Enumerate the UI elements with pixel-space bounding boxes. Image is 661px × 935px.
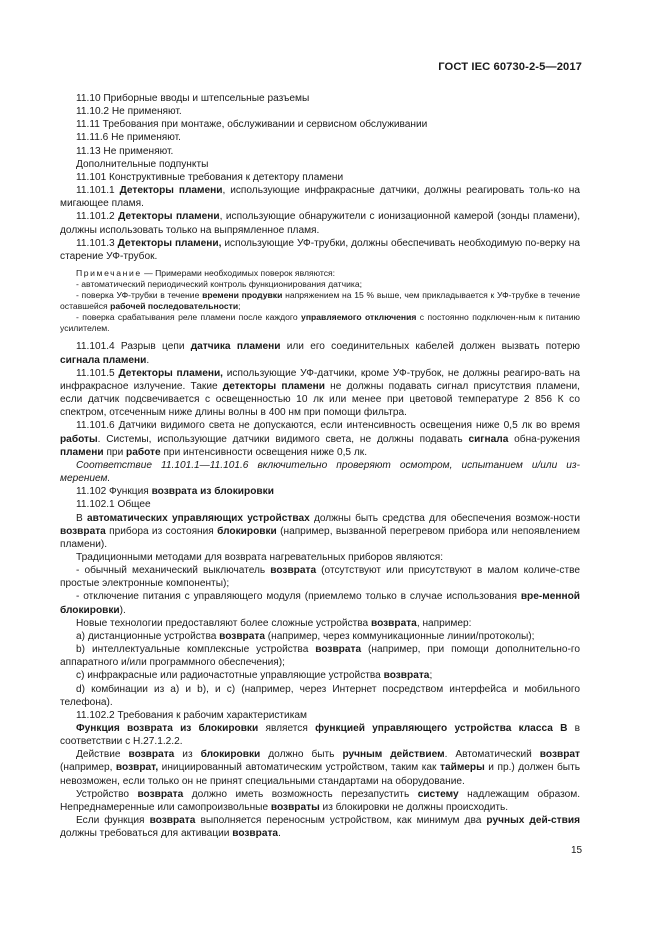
page-number: 15 — [571, 845, 583, 856]
additional-subclauses: Дополнительные подпункты — [76, 158, 209, 170]
clause-11-11-6: 11.11.6 Не применяют. — [76, 132, 181, 144]
clause-11-13: 11.13 Не применяют. — [76, 145, 174, 157]
clause-11-101-6: 11.101.6 Датчики видимого света не допускаются, если интенсивность освещения ниже 0,5 лк во время работы. Системы, использующие датчики видимого света, не должны подавать сигнала обна-ружения пламени при работе при интенсивности освещения ниже 0,5 лк. — [60, 420, 580, 458]
portable-paragraph: Если функция возврата выполняется переносным устройством, как минимум два ручных дей-ствия должны требоваться для активации возврата. — [60, 815, 580, 840]
clause-11-11: 11.11 Требования при монтаже, обслуживании и сервисном обслуживании — [76, 119, 428, 131]
method-power-off: - отключение питания с управляющего модуля (приемлемо только в случае использования вре-менной блокировки). — [60, 591, 580, 616]
clause-11-10: 11.10 Приборные вводы и штепсельные разъемы — [76, 93, 310, 104]
compliance-statement: Соответствие 11.101.1—11.101.6 включительно проверяют осмотром, испытанием и/или из-мерением. — [60, 459, 580, 485]
clause-11-101-2: 11.101.2 Детекторы пламени, использующие обнаружители с ионизационной камерой (зонды пламени), должны использовать только на выпрямленное пламя. — [60, 211, 581, 236]
function-paragraph: Функция возврата из блокировки является функцией управляющего устройства класса В в соответствии с Н.27.1.2.2. — [60, 723, 580, 748]
method-mechanical-switch: - обычный механический выключатель возврата (отсутствуют или присутствуют в малом количе-стве простые электронные компоненты); — [60, 565, 581, 590]
device-paragraph: Устройство возврата должно иметь возможность перезапустить систему надлежащим образом. Непреднамеренные или самопроизвольные возвраты из блокировки не должны происходить. — [60, 788, 581, 813]
clause-11-102-1: 11.102.1 Общее — [76, 499, 151, 511]
note-block — [60, 268, 580, 333]
item-c: с) инфракрасные или радиочастотные управляющие устройства возврата; — [76, 670, 433, 682]
clause-11-101-1: 11.101.1 Детекторы пламени, использующие инфракрасные датчики, должны реагировать толь-ко на мигающее пламя. — [60, 185, 580, 210]
document-header: ГОСТ IEC 60730-2-5—2017 — [438, 61, 582, 73]
general-paragraph: В автоматических управляющих устройствах должны быть средства для обеспечения возмож-ности возврата прибора из состояния блокировки (например, вызванной перегревом прибора или непоявлением пламени). — [60, 512, 581, 550]
action-paragraph: Действие возврата из блокировки должно быть ручным действием. Автоматический возврат (например, возврат, инициированный автоматическим устройством, таким как таймеры и пр.) должен быть невозможен, если только он не принят специальными стандартами на оборудование. — [60, 749, 580, 787]
clause-11-102-2: 11.102.2 Требования к рабочим характеристикам — [76, 709, 307, 721]
item-b: b) интеллектуальные комплексные устройства возврата (например, при помощи дополнительно-го аппаратного и/или программного обеспечения); — [60, 644, 580, 669]
clause-11-101-4: 11.101.4 Разрыв цепи датчика пламени или его соединительных кабелей должен вызвать потерю сигнала пламени. — [60, 341, 580, 366]
clause-11-102: 11.102 Функция возврата из блокировки — [76, 486, 274, 498]
clause-11-101-3: 11.101.3 Детекторы пламени, использующие УФ-трубки, должны обеспечивать необходимую по-верку на старение УФ-трубок. — [60, 237, 580, 262]
clause-11-10-2: 11.10.2 Не применяют. — [76, 106, 182, 118]
clause-11-101-5: 11.101.5 Детекторы пламени, использующие УФ-датчики, кроме УФ-трубок, не должны реагиро-вать на инфракрасное излучение. Такие детекторы пламени не должны подавать сигнал присутствия пламени, если датчик подсвечивается с освещенностью 10 лк или менее при цветовой температуре 2 856 К со спектром, отсеченным ниже длины волны в 400 нм при помощи фильтра. — [60, 367, 580, 419]
note-heading: Примечание — Примерами необходимых поверок являются: — [76, 268, 336, 279]
document-body — [60, 92, 580, 840]
clause-11-101: 11.101 Конструктивные требования к детектору пламени — [76, 171, 344, 183]
new-technologies: Новые технологии предоставляют более сложные устройства возврата, например: — [76, 617, 472, 629]
traditional-methods: Традиционными методами для возврата нагревательных приборов являются: — [76, 551, 444, 563]
note-item-2: - поверка УФ-трубки в течение времени продувки напряжением на 15 % выше, чем прикладывается к УФ-трубке в течение оставшейся рабочей последовательности; — [60, 289, 580, 311]
item-d: d) комбинации из а) и b), и с) (например, через Интернет посредством интерфейса и мобильного телефона). — [60, 683, 580, 708]
note-item-1: - автоматический периодический контроль функционирования датчика; — [76, 278, 363, 289]
note-item-3: - поверка срабатывания реле пламени после каждого управляемого отключения с постоянно подключен-ным к питанию усилителем. — [60, 311, 580, 333]
item-a: а) дистанционные устройства возврата (например, через коммуникационные линии/протоколы); — [76, 630, 535, 642]
